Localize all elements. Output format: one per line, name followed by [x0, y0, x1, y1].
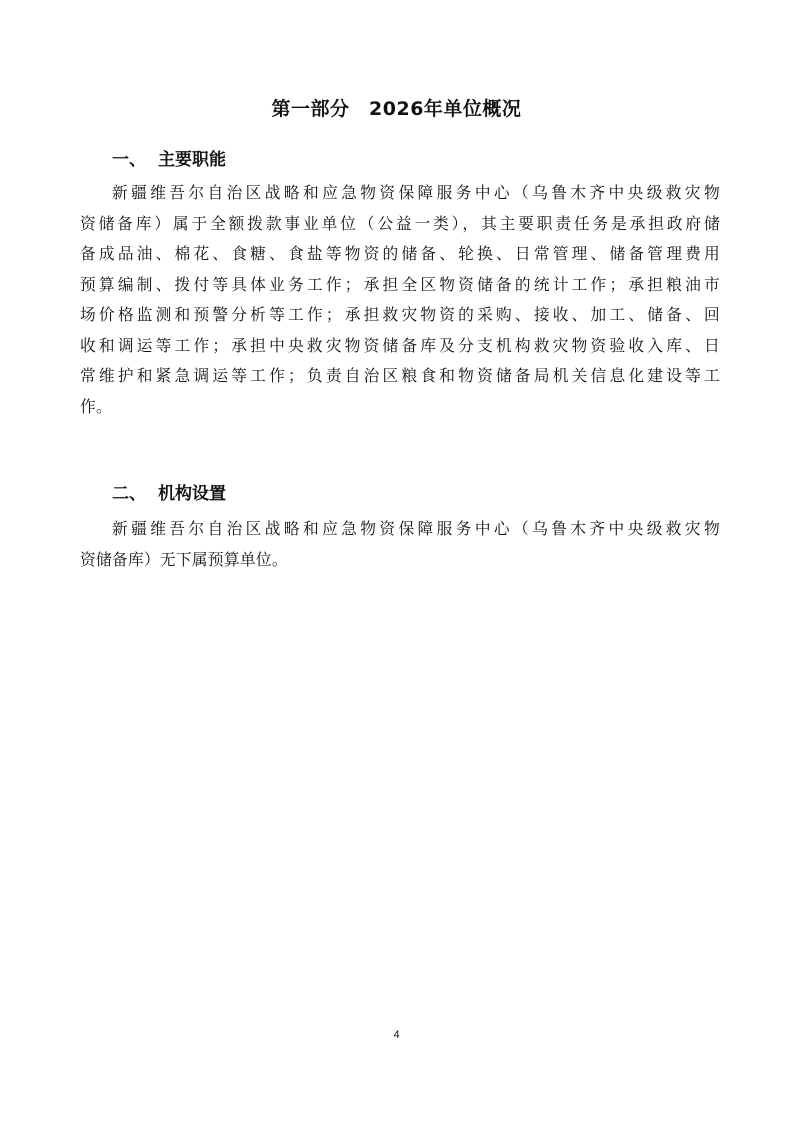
paragraph-line: 收和调运等工作；承担中央救灾物资储备库及分支机构救灾物资验收入库、日: [80, 335, 720, 355]
paragraph-line: 预算编制、拨付等具体业务工作；承担全区物资储备的统计工作；承担粮油市: [80, 274, 720, 294]
section-heading-organization: [112, 482, 226, 506]
paragraph-line: 场价格监测和预警分析等工作；承担救灾物资的采购、接收、加工、储备、回: [80, 305, 720, 324]
section-title: 主要职能: [158, 150, 226, 170]
paragraph-line: 资储备库）属于全额拨款事业单位（公益一类），其主要职责任务是承担政府储: [80, 213, 720, 233]
paragraph-line: 常维护和紧急调运等工作；负责自治区粮食和物资储备局机关信息化建设等工: [80, 366, 720, 385]
section-title: 机构设置: [158, 484, 226, 504]
functions-paragraph: [80, 178, 720, 422]
paragraph-line: 新疆维吾尔自治区战略和应急物资保障服务中心（乌鲁木齐中央级救灾物: [112, 183, 720, 202]
paragraph-line: 新疆维吾尔自治区战略和应急物资保障服务中心（乌鲁木齐中央级救灾物: [112, 519, 720, 538]
page-title: 第一部分 2026年单位概况: [271, 98, 522, 120]
paragraph-line: 作。: [80, 396, 112, 416]
section-number: 二、: [112, 484, 146, 504]
paragraph-line: 备成品油、棉花、食糖、食盐等物资的储备、轮换、日常管理、储备管理费用: [80, 244, 720, 263]
paragraph-line: 资储备库）无下属预算单位。: [80, 549, 288, 569]
page-number: 4: [393, 1029, 400, 1041]
section-heading-functions: [112, 148, 226, 172]
organization-paragraph: [80, 514, 720, 575]
section-number: 一、: [112, 150, 146, 170]
